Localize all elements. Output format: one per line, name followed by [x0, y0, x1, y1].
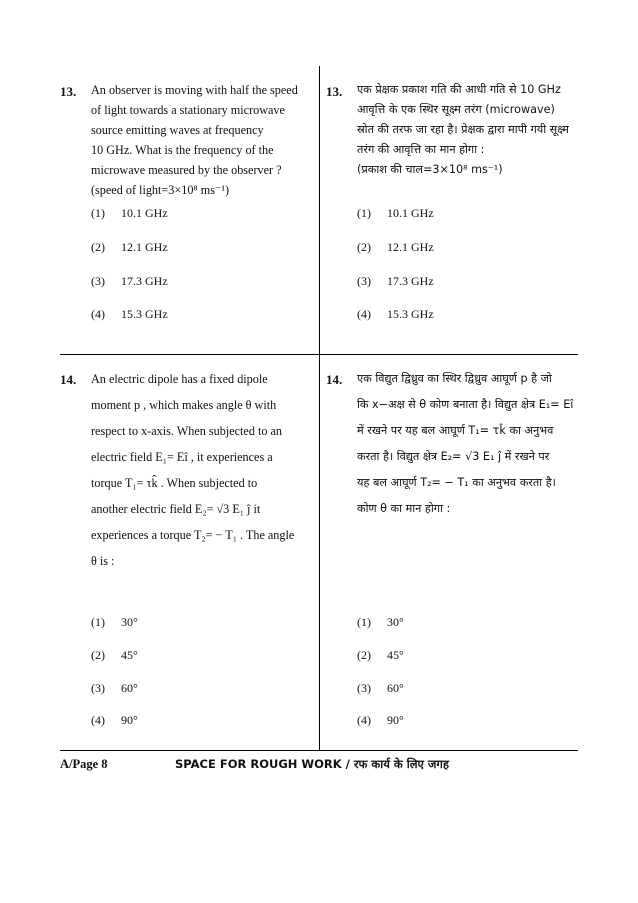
- question-separator-left: [60, 354, 319, 355]
- q13-number-hi: 13.: [326, 84, 343, 99]
- q14-en-line: experiences a torque T₂= − T₁ . The angle: [91, 528, 295, 542]
- q14-en-line: moment p , which makes angle θ with: [91, 398, 277, 412]
- q14-number-hi: 14.: [326, 372, 343, 387]
- q14-en-line: torque T₁= τk̂ . When subjected to: [91, 476, 258, 490]
- rough-work-label: SPACE FOR ROUGH WORK / रफ कार्य के लिए जगह: [175, 757, 449, 771]
- q13-option-1-en[interactable]: (1) 10.1 GHz: [91, 206, 168, 220]
- q13-option-4-hi[interactable]: (4) 15.3 GHz: [357, 307, 434, 321]
- q13-number-en: 13.: [60, 84, 77, 99]
- q13-option-3-hi[interactable]: (3) 17.3 GHz: [357, 274, 434, 288]
- q14-stem-hi: [357, 369, 577, 525]
- q13-stem-en: [91, 80, 313, 200]
- q13-en-line: (speed of light=3×10⁸ ms⁻¹): [91, 183, 230, 197]
- column-divider: [319, 66, 320, 750]
- q13-option-2-hi[interactable]: (2) 12.1 GHz: [357, 240, 434, 254]
- q13-hi-line: एक प्रेक्षक प्रकाश गति की आधी गति से 10 GHz: [357, 83, 561, 96]
- q14-en-line: θ is :: [91, 554, 115, 568]
- q14-option-4-hi[interactable]: (4) 90°: [357, 713, 404, 727]
- q14-option-4-en[interactable]: (4) 90°: [91, 713, 138, 727]
- q14-en-line: another electric field E₂= √3 E₁ ĵ it: [91, 502, 261, 516]
- q13-en-line: An observer is moving with half the speed: [91, 83, 298, 97]
- q14-hi-line: यह बल आघूर्ण T₂= − T₁ का अनुभव करता है।: [357, 476, 556, 489]
- q14-hi-line: में रखने पर यह बल आघूर्ण T₁= τk̂ का अनुभव: [357, 424, 554, 437]
- q14-option-2-hi[interactable]: (2) 45°: [357, 648, 404, 662]
- q14-en-line: electric field E₁= Eî , it experiences a: [91, 450, 273, 464]
- q14-en-line: respect to x-axis. When subjected to an: [91, 424, 282, 438]
- q14-option-3-hi[interactable]: (3) 60°: [357, 681, 404, 695]
- footer-rule: [60, 750, 578, 751]
- q14-option-1-hi[interactable]: (1) 30°: [357, 615, 404, 629]
- q13-en-line: source emitting waves at frequency: [91, 123, 264, 137]
- q14-option-3-en[interactable]: (3) 60°: [91, 681, 138, 695]
- q14-number-en: 14.: [60, 372, 77, 387]
- q13-hi-line: तरंग की आवृत्ति का मान होगा :: [357, 143, 485, 156]
- page-label: A/Page 8: [60, 757, 108, 771]
- q13-hi-line: स्रोत की तरफ जा रहा है। प्रेक्षक द्वारा मापी गयी सूक्ष्म: [357, 123, 569, 136]
- q14-hi-line: कि x−अक्ष से θ कोण बनाता है। विद्युत क्षेत्र E₁= Eî: [357, 398, 574, 411]
- q14-en-line: An electric dipole has a fixed dipole: [91, 372, 268, 386]
- q13-en-line: microwave measured by the observer ?: [91, 163, 282, 177]
- q13-en-line: of light towards a stationary microwave: [91, 103, 285, 117]
- q14-stem-en: [91, 369, 313, 577]
- q13-hi-line: (प्रकाश की चाल=3×10⁸ ms⁻¹): [357, 163, 503, 176]
- q13-option-4-en[interactable]: (4) 15.3 GHz: [91, 307, 168, 321]
- q14-hi-line: कोण θ का मान होगा :: [357, 502, 451, 515]
- question-separator-right: [319, 354, 578, 355]
- q14-option-2-en[interactable]: (2) 45°: [91, 648, 138, 662]
- q13-option-3-en[interactable]: (3) 17.3 GHz: [91, 274, 168, 288]
- q13-hi-line: आवृत्ति के एक स्थिर सूक्ष्म तरंग (microwave): [357, 103, 555, 116]
- q14-hi-line: करता है। विद्युत क्षेत्र E₂= √3 E₁ ĵ में रखने पर: [357, 450, 550, 463]
- q13-stem-hi: [357, 80, 577, 180]
- q14-option-1-en[interactable]: (1) 30°: [91, 615, 138, 629]
- q13-option-1-hi[interactable]: (1) 10.1 GHz: [357, 206, 434, 220]
- q13-option-2-en[interactable]: (2) 12.1 GHz: [91, 240, 168, 254]
- q13-en-line: 10 GHz. What is the frequency of the: [91, 143, 274, 157]
- q14-hi-line: एक विद्युत द्विध्रुव का स्थिर द्विध्रुव आघूर्ण p है जो: [357, 372, 552, 385]
